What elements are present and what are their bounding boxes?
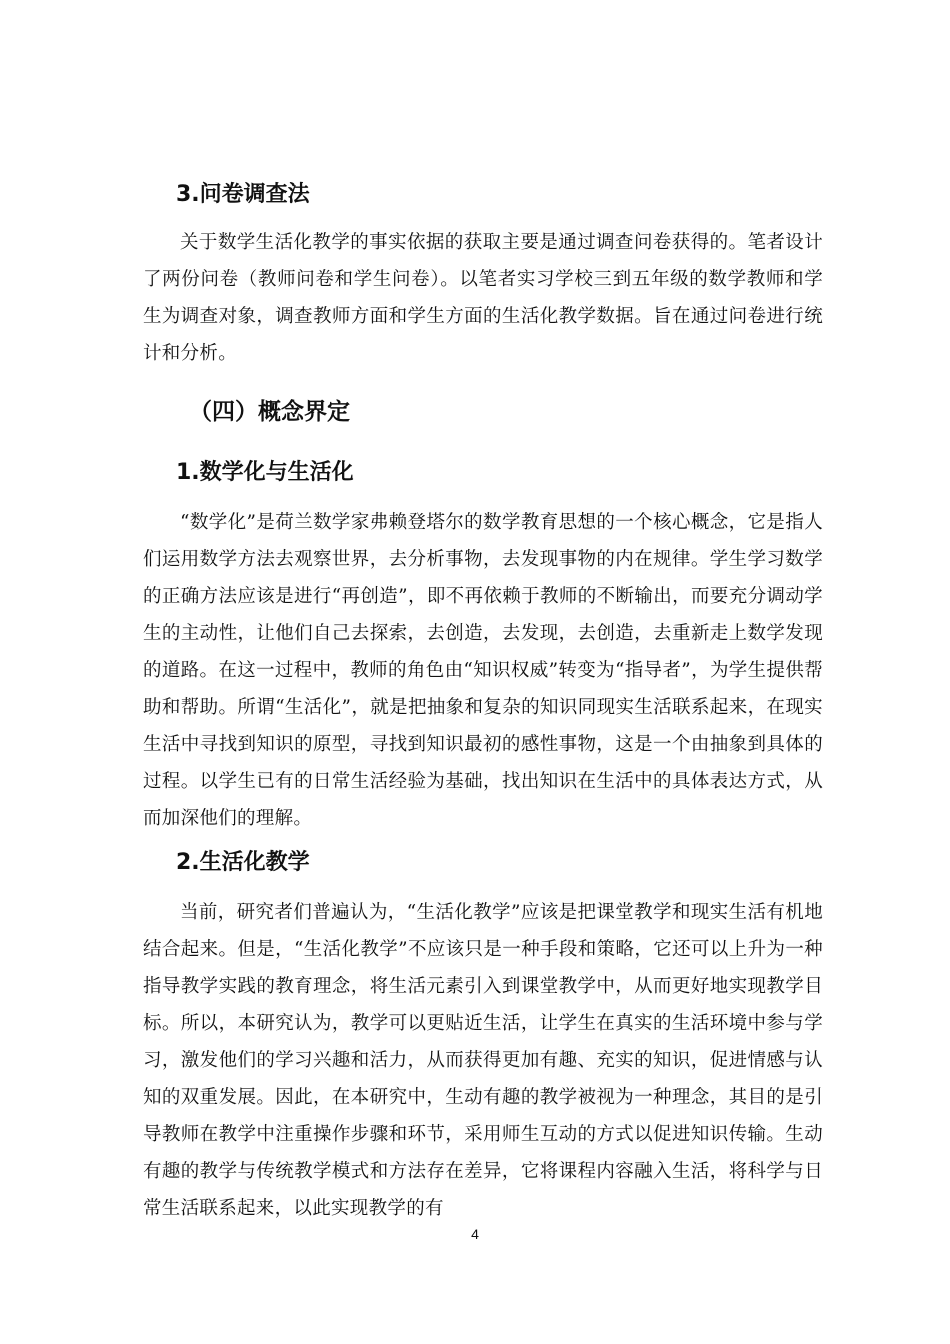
heading-questionnaire-method: 3.问卷调查法 [176, 182, 310, 207]
paragraph-life-teaching: 当前，研究者们普遍认为，“生活化教学”应该是把课堂教学和现实生活有机地结合起来。但是，“生活化教学”不应该只是一种手段和策略，它还可以上升为一种指导教学实践的教育理念，将生活元素引入到课堂教学中，从而更好地实现教学目标。所以，本研究认为，教学可以更贴近生活，让学生在真实的生活环境中参与学习，激发他们的学习兴趣和活力，从而获得更加有趣、充实的知识，促进情感与认知的双重发展。因此，在本研究中，生动有趣的教学被视为一种理念，其目的是引导教师在教学中注重操作步骤和环节，采用师生互动的方式以促进知识传输。生动有趣的教学与传统教学模式和方法存在差异，它将课程内容融入生活，将科学与日常生活联系起来，以此实现教学的有 [143, 902, 823, 1219]
heading-mathematization: 1.数学化与生活化 [176, 460, 354, 485]
heading-concept-definition: （四）概念界定 [189, 399, 350, 425]
paragraph-questionnaire-method: 关于数学生活化教学的事实依据的获取主要是通过调查问卷获得的。笔者设计了两份问卷（教师问卷和学生问卷）。以笔者实习学校三到五年级的数学教师和学生为调查对象，调查教师方面和学生方面的生活化教学数据。旨在通过问卷进行统计和分析。 [143, 232, 823, 364]
heading-life-teaching: 2.生活化教学 [176, 850, 310, 875]
paragraph-mathematization: “数学化”是荷兰数学家弗赖登塔尔的数学教育思想的一个核心概念，它是指人们运用数学方法去观察世界，去分析事物，去发现事物的内在规律。学生学习数学的正确方法应该是进行“再创造”，即不再依赖于教师的不断输出，而要充分调动学生的主动性，让他们自己去探索，去创造，去发现，去创造，去重新走上数学发现的道路。在这一过程中，教师的角色由“知识权威”转变为“指导者”，为学生提供帮助和帮助。所谓“生活化”，就是把抽象和复杂的知识同现实生活联系起来，在现实生活中寻找到知识的原型，寻找到知识最初的感性事物，这是一个由抽象到具体的过程。以学生已有的日常生活经验为基础，找出知识在生活中的具体表达方式，从而加深他们的理解。 [143, 512, 823, 829]
page-number: 4 [471, 1226, 479, 1242]
